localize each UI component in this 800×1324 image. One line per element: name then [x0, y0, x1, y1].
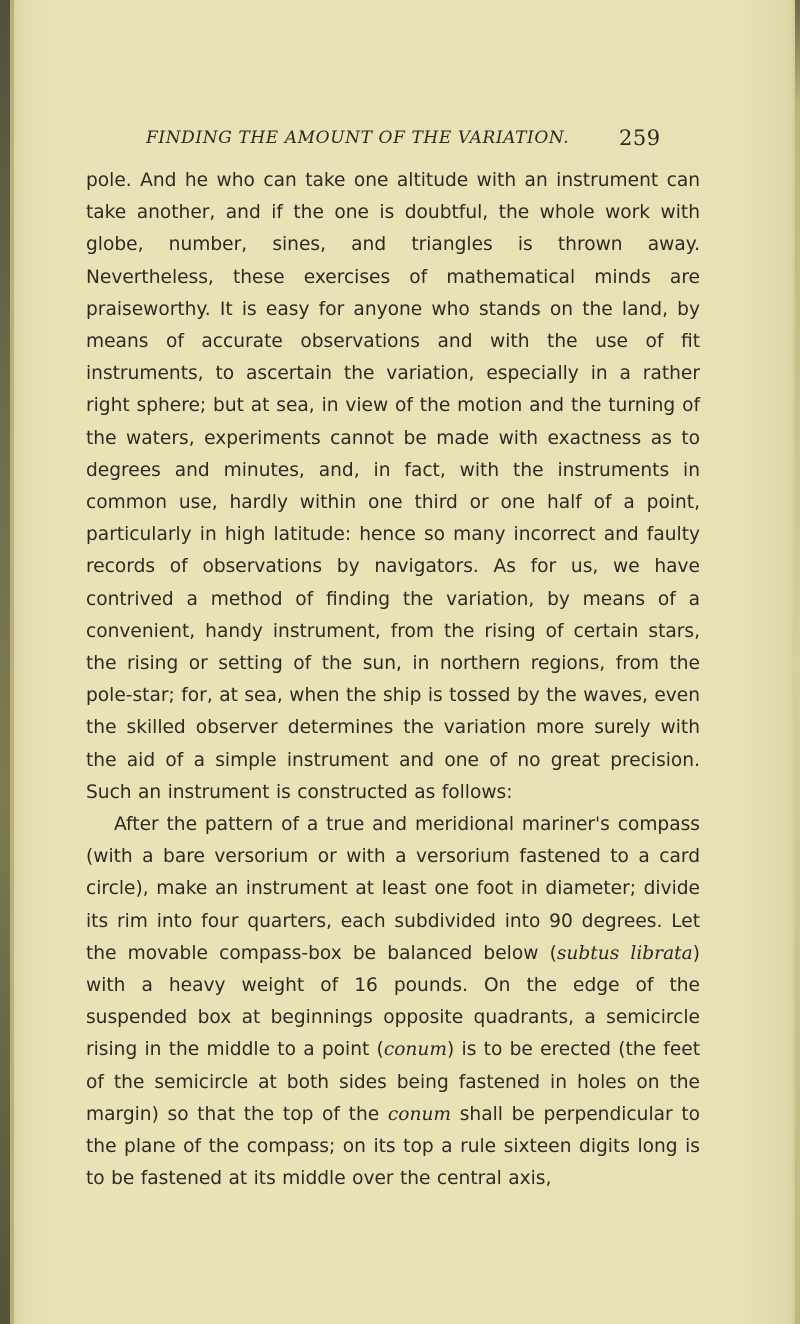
paragraph-2-part-1: After the pattern of a true and meridional mariner's compass (with a bare versorium or with a versorium fastened to a card circle), make an instrument at least one foot in diameter; divide its rim into four quarters, each subdivided into 90 degrees. Let the movable compass-box be balanced below (: [86, 814, 700, 964]
binding-edge-left: [0, 0, 10, 1324]
paragraph-2-part-4: shall be perpendicular to the plane of the compass; on its top a rule sixteen digits long is to be fastened at its middle over the central axis,: [86, 1103, 700, 1190]
body-text: [86, 165, 700, 1196]
running-head: FINDING THE AMOUNT OF THE VARIATION.: [146, 128, 570, 148]
latin-term-conum: conum: [383, 1039, 448, 1061]
latin-term-subtus-librata: subtus librata: [556, 942, 693, 964]
paragraph-2-part-3: ) is to be erected (the feet of the semicircle at both sides being fastened in holes on the margin) so that the top of the: [86, 1039, 700, 1125]
paragraph-2-part-2: ) with a heavy weight of 16 pounds. On the edge of the suspended box at beginnings opposite quadrants, a semicircle rising in the middle to a point (: [86, 942, 700, 1061]
page-header: [146, 126, 661, 156]
page-number: 259: [619, 126, 661, 150]
paragraph-1: pole. And he who can take one altitude with an instrument can take another, and if the one is doubtful, the whole work with globe, number, sines, and triangles is thrown away. Nevertheless, these exercises of mathematical minds are praiseworthy. It is easy for anyone who stands on the land, by means of accurate observations and with the use of fit instruments, to ascertain the variation, especially in a rather right sphere; but at sea, in view of the motion and the turning of the waters, experiments cannot be made with exactness as to degrees and minutes, and, in fact, with the instruments in common use, hardly within one third or one half of a point, particularly in high latitude: hence so many incorrect and faulty records of observations by navigators. As for us, we have contrived a method of finding the variation, by means of a convenient, handy instrument, from the rising of certain stars, the rising or setting of the sun, in northern regions, from the pole-star; for, at sea, when the ship is tossed by the waves, even the skilled observer determines the variation more surely with the aid of a simple instrument and one of no great precision. Such an instrument is constructed as follows:: [86, 170, 700, 803]
binding-margin: [10, 0, 14, 1324]
paragraph-2: [86, 809, 700, 1195]
page-edge-right: [795, 0, 800, 1324]
latin-term-conum-2: conum: [387, 1103, 452, 1125]
